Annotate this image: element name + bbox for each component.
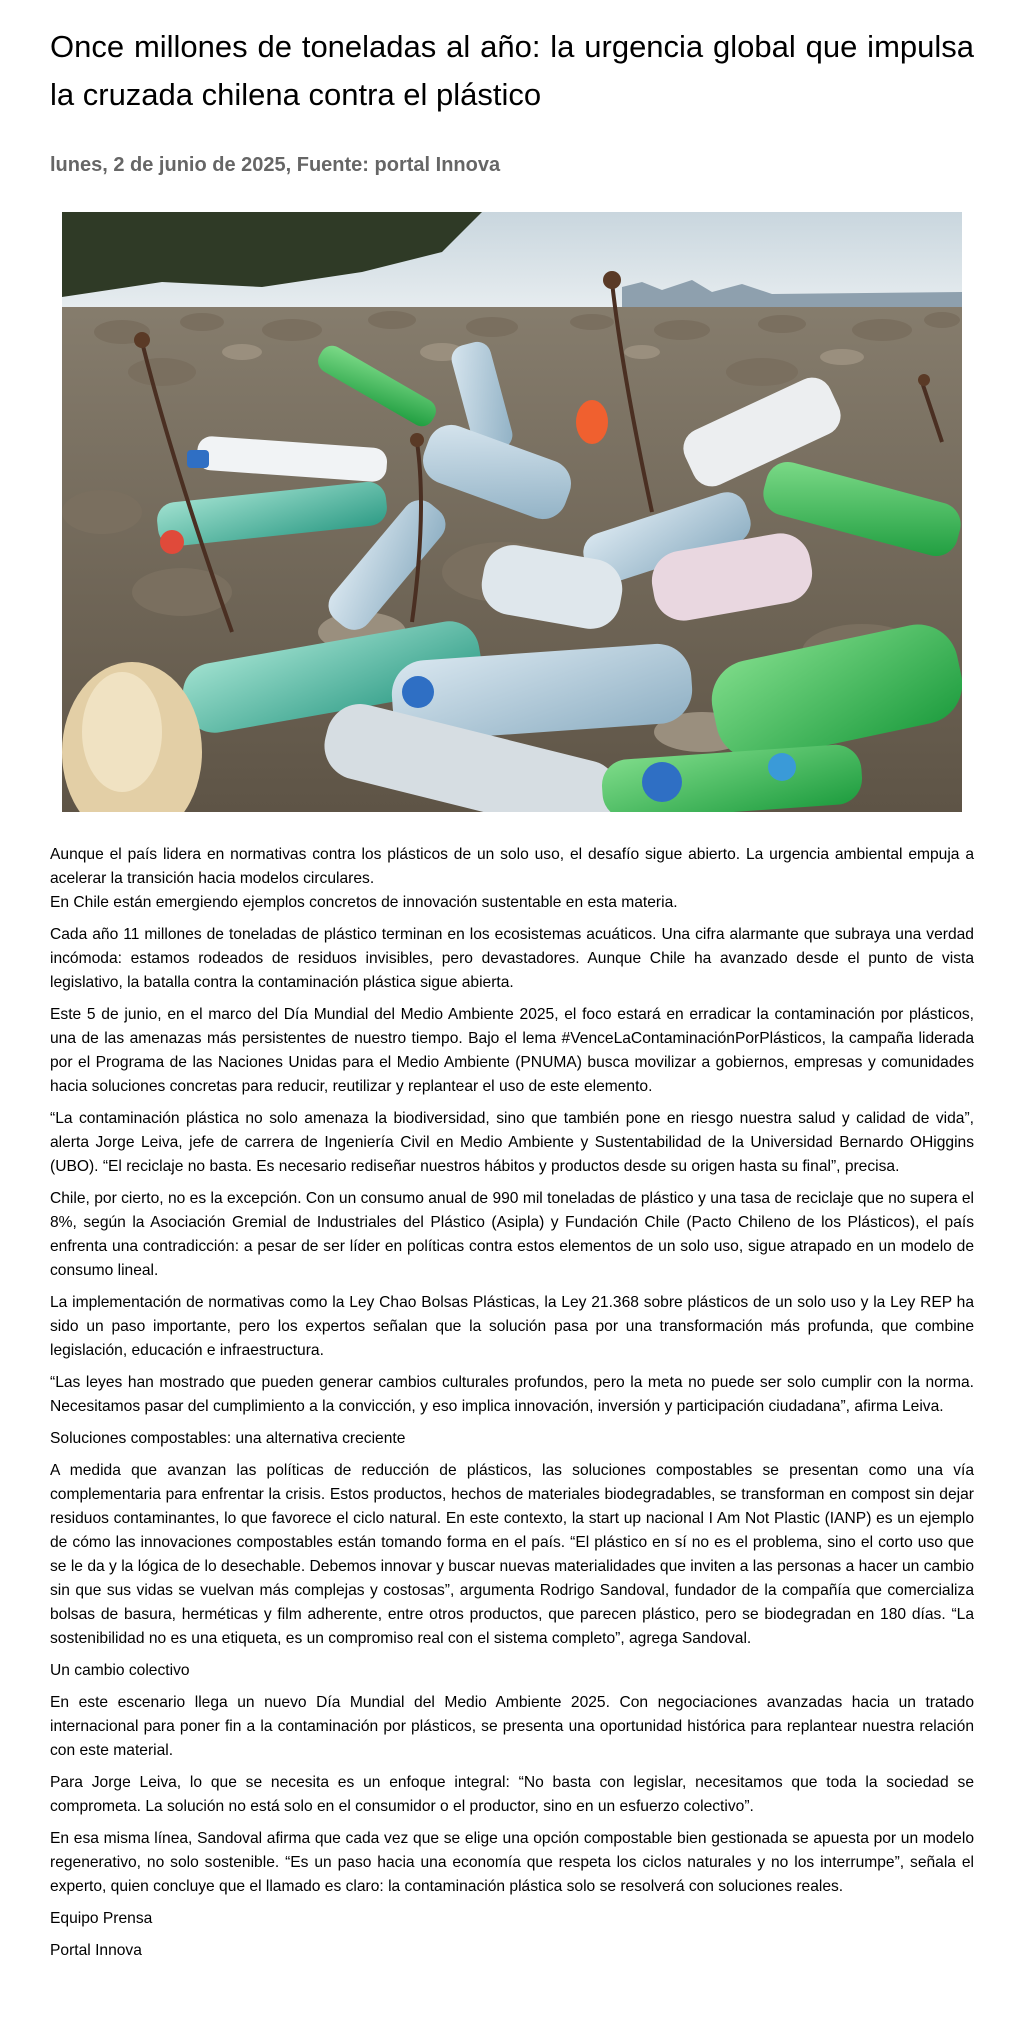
article-body	[50, 843, 974, 1971]
paragraph-4: Chile, por cierto, no es la excepción. Con un consumo anual de 990 mil toneladas de plástico y una tasa de reciclaje que no supera el 8%, según la Asociación Gremial de Industriales del Plástico (Asipla) y Fundación Chile (Pacto Chileno de los Plásticos), el país enfrenta una contradicción: a pesar de ser líder en políticas contra estos elementos de un solo uso, sigue atrapado en un modelo de consumo lineal.	[50, 1190, 974, 1279]
article-title: Once millones de toneladas al año: la urgencia global que impulsa la cruzada chilena contra el plástico	[50, 29, 974, 112]
paragraph-1: Cada año 11 millones de toneladas de plástico terminan en los ecosistemas acuáticos. Una cifra alarmante que subraya una verdad incómoda: estamos rodeados de residuos invisibles, pero devastadores. Aunque Chile ha avanzado desde el punto de vista legislativo, la batalla contra la contaminación plástica sigue abierta.	[50, 926, 974, 991]
paragraph-6: “Las leyes han mostrado que pueden generar cambios culturales profundos, pero la meta no puede ser solo cumplir con la norma. Necesitamos pasar del cumplimiento a la convicción, y eso implica innovación, inversión y participación ciudadana”, afirma Leiva.	[50, 1374, 974, 1415]
lead-line-2: En Chile están emergiendo ejemplos concretos de innovación sustentable en esta materia.	[50, 894, 678, 911]
paragraph-7: A medida que avanzan las políticas de reducción de plásticos, las soluciones compostables se presentan como una vía complementaria para enfrentar la crisis. Estos productos, hechos de materiales biodegradables, se transforman en compost sin dejar residuos contaminantes, lo que favorece el ciclo natural. En este contexto, la start up nacional I Am Not Plastic (IANP) es un ejemplo de cómo las innovaciones compostables están tomando forma en el país. “El plástico en sí no es el problema, sino el corto uso que se le da y la lógica de lo desechable. Debemos innovar y buscar nuevas materialidades que inviten a las personas a hacer un cambio sin que sus vidas se vuelvan más complejas y costosas”, argumenta Rodrigo Sandoval, fundador de la compañía que comercializa bolsas de basura, herméticas y film adherente, entre otros productos, que parecen plástico, pero se biodegradan en 180 días. “La sostenibilidad no es una etiqueta, es un compromiso real con el sistema completo”, agrega Sandoval.	[50, 1462, 974, 1647]
signature-portal: Portal Innova	[50, 1942, 142, 1959]
paragraph-10: En esa misma línea, Sandoval afirma que cada vez que se elige una opción compostable bien gestionada se apuesta por un modelo regenerativo, no solo sostenible. “Es un paso hacia una economía que respeta los ciclos naturales y no los interrumpe”, señala el experto, quien concluye que el llamado es claro: la contaminación plástica solo se resolverá con soluciones reales.	[50, 1830, 974, 1895]
subheading-cambio-colectivo: Un cambio colectivo	[50, 1662, 190, 1679]
signature-team: Equipo Prensa	[50, 1910, 153, 1927]
paragraph-2: Este 5 de junio, en el marco del Día Mundial del Medio Ambiente 2025, el foco estará en erradicar la contaminación por plásticos, una de las amenazas más persistentes de nuestro tiempo. Bajo el lema #VenceLaContaminaciónPorPlásticos, la campaña liderada por el Programa de las Naciones Unidas para el Medio Ambiente (PNUMA) busca movilizar a gobiernos, empresas y comunidades hacia soluciones concretas para reducir, reutilizar y replantear el uso de este elemento.	[50, 1006, 974, 1095]
subheading-compostables: Soluciones compostables: una alternativa creciente	[50, 1430, 406, 1447]
lead-paragraph	[50, 843, 974, 915]
lead-line-1: Aunque el país lidera en normativas contra los plásticos de un solo uso, el desafío sigue abierto. La urgencia ambiental empuja a acelerar la transición hacia modelos circulares.	[50, 846, 974, 887]
paragraph-3: “La contaminación plástica no solo amenaza la biodiversidad, sino que también pone en riesgo nuestra salud y calidad de vida”, alerta Jorge Leiva, jefe de carrera de Ingeniería Civil en Medio Ambiente y Sustentabilidad de la Universidad Bernardo OHiggins (UBO). “El reciclaje no basta. Es necesario rediseñar nuestros hábitos y productos desde su origen hasta su final”, precisa.	[50, 1110, 974, 1175]
plastic-bottles-beach-image	[62, 212, 962, 812]
article	[50, 0, 974, 1959]
paragraph-5: La implementación de normativas como la Ley Chao Bolsas Plásticas, la Ley 21.368 sobre plásticos de un solo uso y la Ley REP ha sido un paso importante, pero los expertos señalan que la solución pasa por una transformación más profunda, que combine legislación, educación e infraestructura.	[50, 1294, 974, 1359]
paragraph-9: Para Jorge Leiva, lo que se necesita es un enfoque integral: “No basta con legislar, necesitamos que toda la sociedad se comprometa. La solución no está solo en el consumidor o el productor, sino en un esfuerzo colectivo”.	[50, 1774, 974, 1815]
paragraph-8: En este escenario llega un nuevo Día Mundial del Medio Ambiente 2025. Con negociaciones avanzadas hacia un tratado internacional para poner fin a la contaminación por plásticos, se presenta una oportunidad histórica para replantear nuestra relación con este material.	[50, 1694, 974, 1759]
article-meta: lunes, 2 de junio de 2025, Fuente: portal Innova	[50, 154, 501, 176]
article-photo	[62, 212, 962, 812]
